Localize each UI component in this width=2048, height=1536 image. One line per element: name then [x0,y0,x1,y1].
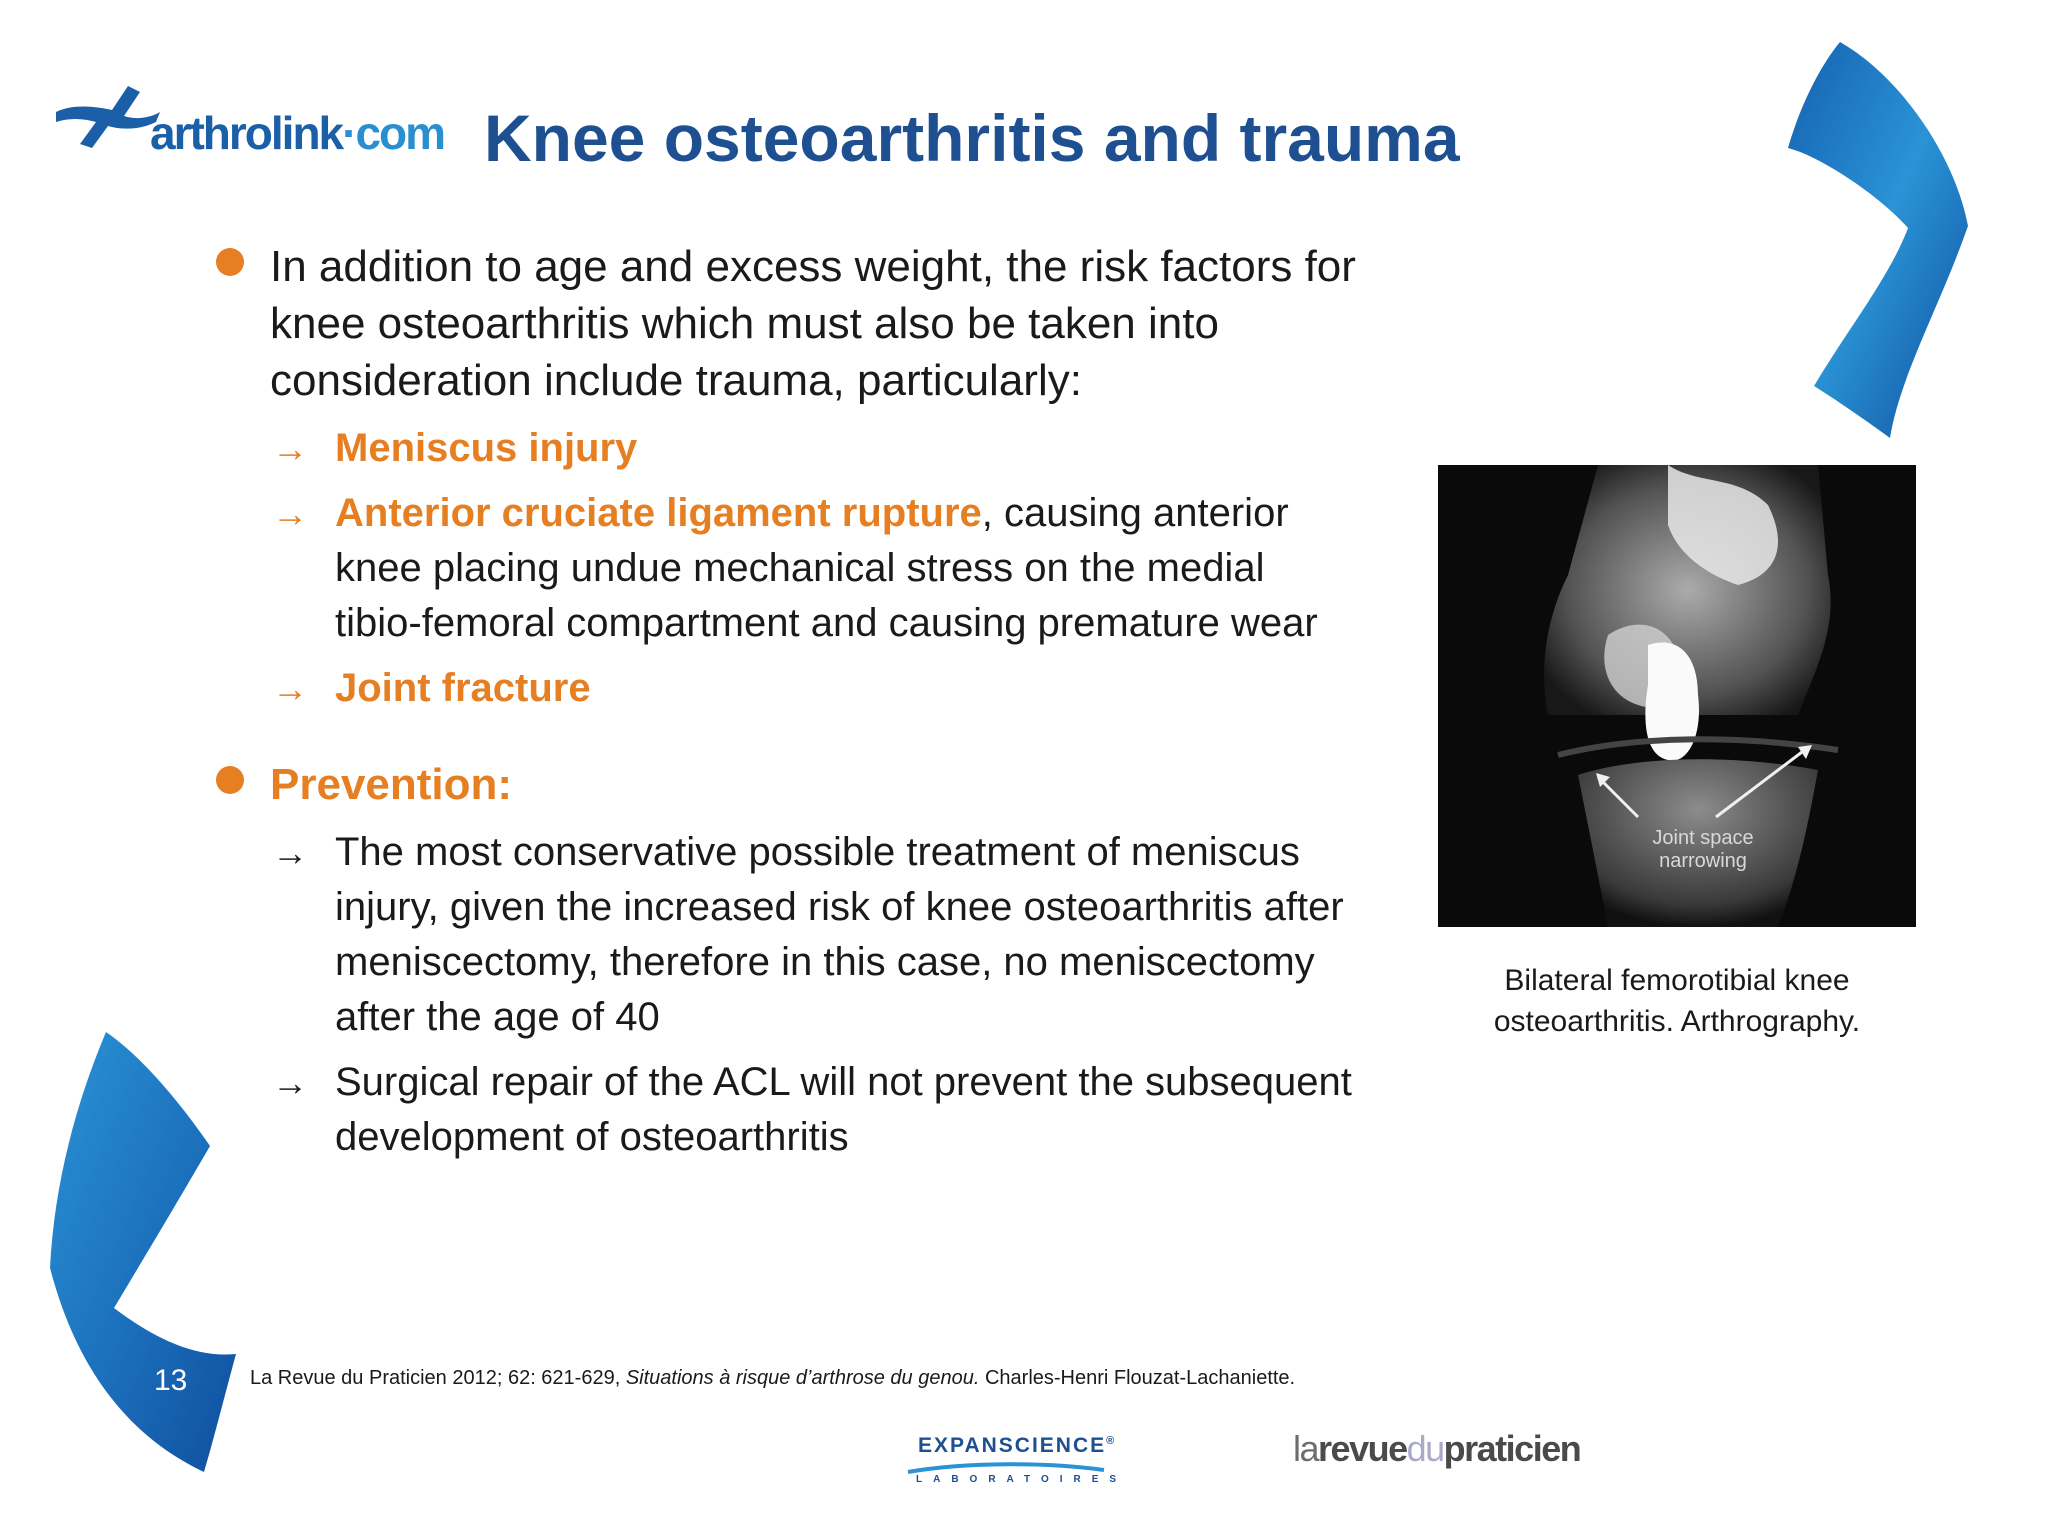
bullet-prevention [212,756,1362,813]
list-item [212,421,1362,476]
arrow-right-icon: → [272,428,308,469]
arrow-right-icon: → [272,832,308,873]
reference-citation [250,1367,1295,1390]
expanscience-sub: LABORATOIRES [916,1474,1128,1485]
arrow-right-icon: → [272,493,308,534]
list-item [212,661,1362,716]
logo-text [150,106,444,160]
logo-text-part1: arthrolink [150,107,343,159]
reference-title: Situations à risque d’arthrose du genou. [625,1367,980,1389]
bullet-dot-icon [216,248,244,276]
knee-xray-image [1438,465,1916,927]
main-content [212,238,1362,1165]
page-title: Knee osteoarthritis and trauma [484,101,1460,175]
larevuedupraticien-logo[interactable] [1293,1428,1580,1470]
expanscience-name [918,1434,1116,1458]
expanscience-wordmark: EXPANSCIENCE [918,1434,1107,1457]
list-item [212,825,1362,1045]
revue-logo-part3: du [1406,1428,1444,1469]
logo-text-part2: ·com [342,107,445,159]
arrow-right-icon: → [272,668,308,709]
list-item [212,1055,1362,1165]
expanscience-logo[interactable] [906,1430,1128,1490]
bullet-heading: Prevention: [270,760,513,809]
arthrolink-logo[interactable] [52,82,452,162]
item-highlight: Anterior cruciate ligament rupture [335,491,982,535]
revue-logo-part2: revue [1318,1428,1407,1469]
reference-author: Charles-Henri Flouzat-Lachaniette. [979,1367,1296,1389]
revue-logo-part4: praticien [1443,1428,1581,1469]
bullet-text: In addition to age and excess weight, the risk factors for knee osteoarthritis which must also be taken into consideration include trauma, particularly: [270,242,1356,405]
arrow-right-icon: → [272,1062,308,1103]
revue-logo-part1: la [1293,1428,1319,1469]
item-text: Surgical repair of the ACL will not prevent the subsequent development of osteoarthritis [335,1060,1352,1159]
list-item [212,486,1362,651]
logo-swoosh-icon [52,82,162,162]
item-text: , causing anterior knee placing undue mechanical stress on the medial tibio-femoral compartment and causing premature wear [335,491,1318,645]
expanscience-swoosh-icon [906,1462,1106,1474]
xray-annotation-label: Joint space narrowing [1652,827,1754,872]
reference-source: La Revue du Praticien 2012; 62: 621-629, [250,1367,626,1389]
item-highlight: Joint fracture [335,666,591,710]
decorative-swoosh-top-right [1780,36,1980,446]
bullet-dot-icon [216,766,244,794]
bullet-risk-factors [212,238,1362,409]
figure-caption: Bilateral femorotibial knee osteoarthritis. Arthrography. [1493,964,1861,1038]
page-number: 13 [154,1364,188,1397]
item-highlight: Meniscus injury [335,426,638,470]
item-text: The most conservative possible treatment of meniscus injury, given the increased risk of knee osteoarthritis after meniscectomy, therefore in this case, no meniscectomy after the age of 40 [335,830,1344,1039]
registered-mark: ® [1106,1435,1117,1447]
